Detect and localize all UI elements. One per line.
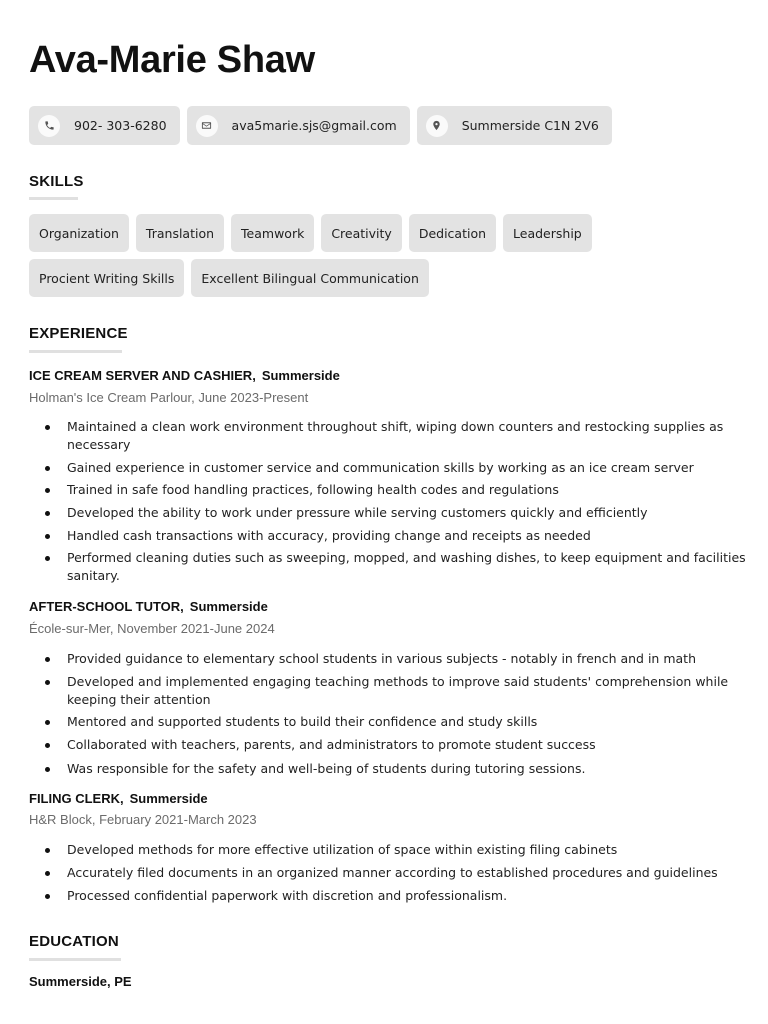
- education-divider: [29, 958, 121, 961]
- education-heading: EDUCATION: [29, 933, 119, 950]
- skill-tag: Teamwork: [231, 214, 314, 252]
- location-chip: [417, 106, 612, 145]
- experience-heading: EXPERIENCE: [29, 325, 128, 342]
- skill-tag: Excellent Bilingual Communication: [191, 259, 428, 297]
- job-title-text: ICE CREAM SERVER AND CASHIER,: [29, 368, 256, 383]
- list-item: Gained experience in customer service and communication skills by working as an ice cream server: [67, 459, 747, 477]
- job-title: [29, 791, 208, 806]
- phone-chip: [29, 106, 180, 145]
- list-item: Provided guidance to elementary school students in various subjects - notably in french and in math: [67, 650, 747, 668]
- job-title-text: FILING CLERK,: [29, 791, 124, 806]
- job-title: [29, 599, 268, 614]
- list-item: Developed the ability to work under pressure while serving customers quickly and efficiently: [67, 504, 747, 522]
- skills-divider: [29, 197, 78, 200]
- list-item: Mentored and supported students to build their confidence and study skills: [67, 713, 747, 731]
- skill-tag: Procient Writing Skills: [29, 259, 184, 297]
- list-item: Developed and implemented engaging teaching methods to improve said students' comprehension while keeping their attention: [67, 673, 747, 709]
- job-company-dates: Holman's Ice Cream Parlour, June 2023-Present: [29, 390, 309, 405]
- email-chip: [187, 106, 410, 145]
- skill-tag: Dedication: [409, 214, 496, 252]
- phone-text: 902- 303-6280: [74, 118, 167, 133]
- list-item: Maintained a clean work environment throughout shift, wiping down counters and restocking supplies as necessary: [67, 418, 747, 454]
- list-item: Performed cleaning duties such as sweeping, mopped, and washing dishes, to keep equipment and facilities sanitary.: [67, 550, 746, 583]
- job-location: Summerside: [189, 599, 268, 614]
- job-company-dates: École-sur-Mer, November 2021-June 2024: [29, 621, 275, 636]
- list-item: Accurately filed documents in an organized manner according to established procedures and guidelines: [67, 864, 747, 882]
- job-company-dates: H&R Block, February 2021-March 2023: [29, 812, 257, 827]
- list-item: Collaborated with teachers, parents, and administrators to promote student success: [67, 736, 747, 754]
- skill-tag: Translation: [136, 214, 224, 252]
- candidate-name: Ava-Marie Shaw: [29, 39, 315, 81]
- email-icon: [196, 115, 218, 137]
- job-location: Summerside: [261, 368, 340, 383]
- list-item: Trained in safe food handling practices, following health codes and regulations: [67, 481, 747, 499]
- location-text: Summerside C1N 2V6: [461, 118, 599, 133]
- job-location: Summerside: [129, 791, 208, 806]
- skills-list: [29, 214, 739, 297]
- list-item: Handled cash transactions with accuracy, providing change and receipts as needed: [67, 527, 747, 545]
- list-item: Processed confidential paperwork with discretion and professionalism.: [67, 887, 747, 905]
- skills-heading: SKILLS: [29, 173, 84, 190]
- skill-tag: Leadership: [503, 214, 592, 252]
- contact-row: [29, 106, 612, 145]
- email-text: ava5marie.sjs@gmail.com: [231, 118, 397, 133]
- skill-tag: Organization: [29, 214, 129, 252]
- job-title-text: AFTER-SCHOOL TUTOR,: [29, 599, 184, 614]
- list-item: Developed methods for more effective utilization of space within existing filing cabinets: [67, 841, 747, 859]
- job-title: [29, 368, 340, 383]
- education-location: Summerside, PE: [29, 974, 132, 989]
- location-pin-icon: [426, 115, 448, 137]
- phone-icon: [38, 115, 60, 137]
- skill-tag: Creativity: [321, 214, 402, 252]
- experience-divider: [29, 350, 122, 353]
- list-item: Was responsible for the safety and well-being of students during tutoring sessions.: [67, 760, 747, 778]
